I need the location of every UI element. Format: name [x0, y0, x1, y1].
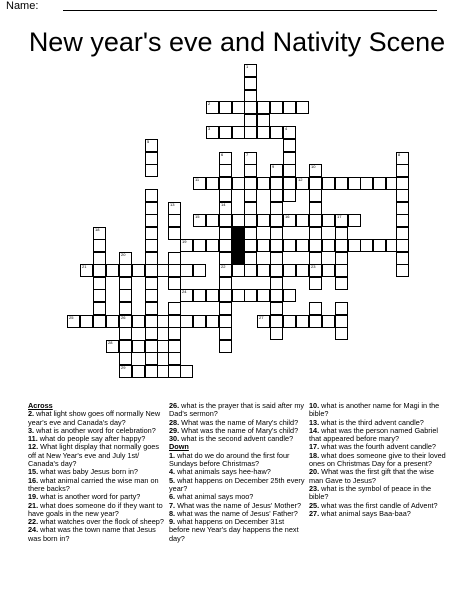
clue-text: what does someone do if they want to have goals in the new year?	[28, 500, 163, 518]
clue-number-label: 14.	[309, 425, 320, 435]
clue-item	[309, 402, 449, 419]
clue-number-label: 18.	[309, 450, 320, 460]
grid-cell[interactable]	[219, 189, 232, 202]
grid-cell[interactable]	[296, 214, 309, 227]
grid-cell[interactable]	[309, 164, 322, 177]
grid-cell[interactable]	[119, 365, 132, 378]
grid-cell[interactable]	[93, 315, 106, 328]
grid-cell[interactable]	[132, 315, 145, 328]
clue-text: what animal says Baa-baa?	[319, 508, 411, 518]
clue-item	[28, 477, 166, 494]
grid-cell[interactable]	[106, 264, 119, 277]
clue-item	[309, 452, 449, 469]
clue-number: 4	[285, 126, 288, 131]
grid-cell[interactable]	[335, 264, 348, 277]
clue-number: 5	[147, 139, 150, 144]
grid-cell[interactable]	[257, 126, 270, 139]
clue-text: what do we do around the first four Sundays before Christmas?	[169, 450, 290, 469]
grid-cell[interactable]	[219, 327, 232, 340]
clue-item	[28, 502, 166, 519]
grid-cell[interactable]	[396, 239, 409, 252]
grid-cell[interactable]	[309, 277, 322, 290]
clue-number-label: 19.	[28, 492, 39, 502]
grid-cell[interactable]	[119, 264, 132, 277]
grid-cell[interactable]	[219, 289, 232, 302]
grid-cell[interactable]	[219, 264, 232, 277]
grid-cell[interactable]	[93, 302, 106, 315]
grid-cell[interactable]	[145, 302, 158, 315]
grid-cell[interactable]	[132, 365, 145, 378]
grid-cell[interactable]	[270, 302, 283, 315]
grid-cell[interactable]	[244, 214, 257, 227]
clue-number: 12	[298, 177, 303, 182]
grid-cell[interactable]	[270, 189, 283, 202]
clue-number-label: 15.	[28, 467, 39, 477]
clue-text: what is the symbol of peace in the bible?	[309, 483, 432, 502]
clue-item	[169, 435, 305, 443]
grid-cell[interactable]	[309, 302, 322, 315]
clue-number: 25	[69, 315, 74, 320]
grid-cell[interactable]	[206, 177, 219, 190]
grid-cell[interactable]	[309, 189, 322, 202]
grid-cell[interactable]	[193, 264, 206, 277]
grid-cell[interactable]	[360, 239, 373, 252]
clue-number: 9	[272, 164, 275, 169]
grid-cell[interactable]	[80, 315, 93, 328]
grid-cell[interactable]	[206, 126, 219, 139]
grid-cell[interactable]	[283, 139, 296, 152]
clue-item	[169, 518, 305, 543]
grid-cell[interactable]	[145, 189, 158, 202]
grid-cell[interactable]	[270, 126, 283, 139]
clue-number: 17	[337, 214, 342, 219]
grid-cell[interactable]	[283, 164, 296, 177]
clue-text: What was the name of Jesus' Mother?	[175, 500, 301, 510]
grid-cell[interactable]	[206, 214, 219, 227]
clue-text: what is the prayer that is said after my Dad's sermon?	[169, 401, 305, 419]
clue-number: 6	[221, 152, 224, 157]
clue-number: 21	[82, 264, 87, 269]
clue-text: What was the name of Mary's child?	[179, 417, 299, 427]
clue-number: 14	[221, 202, 226, 207]
clue-number-label: 30.	[169, 434, 180, 444]
name-label: Name:	[6, 0, 39, 12]
clue-number-label: 28.	[169, 417, 180, 427]
grid-cell[interactable]	[257, 315, 270, 328]
clue-number-label: 6.	[169, 492, 176, 502]
clue-text: what is another name for Magi in the bible?	[309, 401, 440, 419]
grid-cell[interactable]	[93, 264, 106, 277]
grid-cell[interactable]	[296, 264, 309, 277]
clue-number-label: 17.	[309, 442, 320, 452]
grid-cell[interactable]	[335, 239, 348, 252]
clue-number-label: 21.	[28, 500, 39, 510]
grid-cell[interactable]	[309, 239, 322, 252]
grid-cell[interactable]	[396, 264, 409, 277]
clue-number: 24	[182, 289, 187, 294]
clue-number-label: 24.	[28, 525, 39, 535]
clue-number: 27	[259, 315, 264, 320]
grid-cell[interactable]	[219, 239, 232, 252]
grid-cell[interactable]	[180, 264, 193, 277]
grid-cell[interactable]	[322, 177, 335, 190]
grid-cell[interactable]	[283, 239, 296, 252]
grid-cell[interactable]	[219, 302, 232, 315]
clue-number-label: 27.	[309, 508, 320, 518]
clue-text: what is another word for party?	[38, 492, 141, 502]
grid-cell[interactable]	[219, 340, 232, 353]
clue-number-label: 5.	[169, 475, 176, 485]
clue-number: 23	[311, 264, 316, 269]
grid-cell[interactable]	[67, 315, 80, 328]
grid-cell[interactable]	[106, 340, 119, 353]
grid-cell[interactable]	[206, 239, 219, 252]
grid-cell[interactable]	[180, 365, 193, 378]
grid-cell[interactable]	[168, 214, 181, 227]
clue-text: what watches over the flock of sheep?	[38, 517, 164, 527]
grid-cell[interactable]	[360, 177, 373, 190]
clue-number: 19	[182, 239, 187, 244]
grid-cell[interactable]	[322, 315, 335, 328]
clue-number: 10	[311, 164, 316, 169]
grid-cell[interactable]	[309, 315, 322, 328]
clue-number-label: 25.	[309, 500, 320, 510]
grid-cell[interactable]	[145, 352, 158, 365]
grid-cell[interactable]	[244, 77, 257, 90]
grid-cell[interactable]	[145, 139, 158, 152]
grid-cell[interactable]	[257, 289, 270, 302]
clue-item	[28, 526, 166, 543]
grid-cell[interactable]	[373, 239, 386, 252]
clue-text: what was the first candle of Advent?	[319, 500, 438, 510]
clue-text: what was the town name that Jesus was born in?	[28, 525, 156, 543]
grid-cell[interactable]	[168, 352, 181, 365]
clue-number-label: 1.	[169, 450, 176, 460]
page-title: New year's eve and Nativity Scene	[28, 27, 446, 57]
grid-cell[interactable]	[145, 239, 158, 252]
grid-cell[interactable]	[193, 289, 206, 302]
clue-text: what was the person named Gabriel that appeared before mary?	[309, 425, 438, 444]
grid-cell[interactable]	[145, 214, 158, 227]
grid-cell[interactable]	[93, 289, 106, 302]
clue-number-label: 8.	[169, 508, 176, 518]
grid-cell[interactable]	[180, 239, 193, 252]
grid-cell[interactable]	[322, 239, 335, 252]
grid-cell[interactable]	[206, 101, 219, 114]
grid-cell[interactable]	[283, 264, 296, 277]
clue-text: what is the second advent candle?	[179, 434, 294, 444]
grid-cell[interactable]	[270, 214, 283, 227]
grid-cell[interactable]	[257, 177, 270, 190]
grid-cell[interactable]	[335, 302, 348, 315]
clue-number-label: 9.	[169, 517, 176, 527]
clue-number: 26	[121, 315, 126, 320]
clue-text: what do people say after happy?	[37, 434, 146, 444]
clue-text: What was the name of Mary's child?	[179, 425, 299, 435]
grid-cell[interactable]	[296, 101, 309, 114]
down-heading: Down	[169, 442, 189, 452]
clue-number-label: 26.	[169, 401, 180, 410]
clue-item	[309, 485, 449, 502]
grid-cell[interactable]	[270, 289, 283, 302]
grid-cell[interactable]	[244, 126, 257, 139]
grid-cell[interactable]	[373, 177, 386, 190]
grid-cell[interactable]	[283, 101, 296, 114]
grid-cell[interactable]	[119, 352, 132, 365]
grid-cell[interactable]	[119, 327, 132, 340]
grid-cell[interactable]	[296, 239, 309, 252]
grid-cell[interactable]	[145, 327, 158, 340]
clue-text: what happens on December 31st before new Year's day happens the next day?	[169, 517, 299, 543]
grid-cell[interactable]	[193, 239, 206, 252]
grid-cell[interactable]	[132, 264, 145, 277]
clue-number: 13	[170, 202, 175, 207]
clue-number-label: 11.	[28, 434, 38, 444]
grid-cell[interactable]	[322, 214, 335, 227]
clue-item	[309, 468, 449, 485]
grid-cell[interactable]	[80, 264, 93, 277]
clues-column-1	[28, 402, 166, 543]
grid-cell[interactable]	[193, 315, 206, 328]
clues-column-2	[169, 402, 305, 543]
grid-cell[interactable]	[145, 289, 158, 302]
grid-cell[interactable]	[219, 164, 232, 177]
grid-cell[interactable]	[335, 277, 348, 290]
clue-number-label: 16.	[28, 475, 39, 485]
grid-cell[interactable]	[335, 177, 348, 190]
grid-cell[interactable]	[270, 101, 283, 114]
clue-number: 18	[95, 227, 100, 232]
clue-text: what animals says hee-haw?	[175, 467, 271, 477]
clue-number-label: 22.	[28, 517, 39, 527]
grid-cell[interactable]	[296, 177, 309, 190]
grid-cell[interactable]	[180, 315, 193, 328]
clue-text: what does someone give to their loved ones on Christmas Day for a present?	[309, 450, 446, 469]
grid-cell[interactable]	[270, 164, 283, 177]
clue-item	[28, 410, 166, 427]
clue-text: what is the third advent candle?	[319, 417, 424, 427]
grid-cell[interactable]	[283, 189, 296, 202]
grid-cell[interactable]	[257, 214, 270, 227]
grid-cell[interactable]	[396, 189, 409, 202]
grid-cell[interactable]	[244, 289, 257, 302]
grid-cell[interactable]	[257, 239, 270, 252]
clue-number-label: 12.	[28, 442, 39, 452]
clue-text: What was the first gift that the wise man Gave to Jesus?	[309, 467, 434, 485]
clue-number-label: 2.	[28, 409, 35, 419]
grid-cell[interactable]	[132, 340, 145, 353]
grid-cell[interactable]	[283, 126, 296, 139]
clue-number: 8	[398, 152, 401, 157]
grid-cell[interactable]	[244, 264, 257, 277]
grid-cell[interactable]	[206, 315, 219, 328]
clue-number: 1	[246, 64, 249, 69]
grid-cell[interactable]	[219, 126, 232, 139]
grid-cell[interactable]	[244, 189, 257, 202]
grid-cell[interactable]	[335, 327, 348, 340]
clue-item	[169, 452, 305, 469]
grid-cell[interactable]	[93, 239, 106, 252]
clue-number: 3	[208, 126, 211, 131]
clue-number-label: 3.	[28, 425, 35, 435]
clue-number-label: 4.	[169, 467, 176, 477]
grid-cell[interactable]	[335, 214, 348, 227]
clue-text: What light display that normally goes off at New Year's eve and July 1st/ Canada's day?	[28, 442, 160, 469]
grid-cell[interactable]	[119, 302, 132, 315]
clue-number-label: 29.	[169, 425, 180, 435]
clue-number-label: 20.	[309, 467, 320, 477]
grid-cell[interactable]	[396, 164, 409, 177]
clue-number-label: 13.	[309, 417, 320, 427]
grid-cell[interactable]	[257, 264, 270, 277]
grid-cell[interactable]	[283, 289, 296, 302]
clue-text: what is another word for celebration?	[34, 425, 156, 435]
grid-cell[interactable]	[168, 302, 181, 315]
grid-cell[interactable]	[283, 214, 296, 227]
grid-cell[interactable]	[145, 164, 158, 177]
grid-cell[interactable]	[309, 214, 322, 227]
grid-cell[interactable]	[396, 214, 409, 227]
grid-cell[interactable]	[219, 101, 232, 114]
clue-text: what happens on December 25th every year?	[169, 475, 305, 493]
across-heading: Across	[28, 401, 53, 410]
clue-item	[169, 477, 305, 494]
clue-number: 11	[195, 177, 200, 182]
clue-text: what light show goes off normally New year's eve and Canada's day?	[28, 409, 161, 427]
clue-number-label: 23.	[309, 483, 320, 493]
grid-cell[interactable]	[348, 214, 361, 227]
clue-text: what was baby Jesus born in?	[38, 467, 138, 477]
grid-cell[interactable]	[193, 177, 206, 190]
clue-item	[28, 443, 166, 468]
clue-number: 22	[221, 264, 226, 269]
clue-text: what animal carried the wise man on there backs?	[28, 475, 159, 493]
clue-number: 15	[195, 214, 200, 219]
grid-cell[interactable]	[283, 315, 296, 328]
grid-cell[interactable]	[257, 101, 270, 114]
clue-number: 2	[208, 101, 211, 106]
grid-cell[interactable]	[270, 327, 283, 340]
grid-cell[interactable]	[180, 289, 193, 302]
grid-cell[interactable]	[193, 214, 206, 227]
grid-cell[interactable]	[244, 164, 257, 177]
clue-number: 20	[121, 252, 126, 257]
grid-cell[interactable]	[119, 289, 132, 302]
grid-cell[interactable]	[244, 101, 257, 114]
clue-text: what animal says moo?	[175, 492, 254, 502]
grid-cell[interactable]	[244, 64, 257, 77]
clue-text: what was the name of Jesus' Father?	[175, 508, 298, 518]
grid-cell[interactable]	[106, 315, 119, 328]
grid-cell[interactable]	[219, 214, 232, 227]
clues-column-3	[309, 402, 449, 518]
clue-item	[169, 402, 305, 419]
grid-cell[interactable]	[270, 264, 283, 277]
grid-cell[interactable]	[206, 289, 219, 302]
clue-number: 7	[246, 152, 249, 157]
grid-cell[interactable]	[322, 264, 335, 277]
grid-cell[interactable]	[168, 327, 181, 340]
clue-item	[309, 510, 449, 518]
clue-number-label: 10.	[309, 401, 320, 410]
grid-cell[interactable]	[309, 264, 322, 277]
grid-cell[interactable]	[244, 239, 257, 252]
grid-cell[interactable]	[296, 315, 309, 328]
clue-text: what was the fourth advent candle?	[319, 442, 436, 452]
clue-number: 28	[108, 340, 113, 345]
clue-item	[309, 427, 449, 444]
grid-cell[interactable]	[270, 239, 283, 252]
clue-number: 29	[121, 365, 126, 370]
clue-number: 16	[285, 214, 290, 219]
clue-number-label: 7.	[169, 500, 176, 510]
